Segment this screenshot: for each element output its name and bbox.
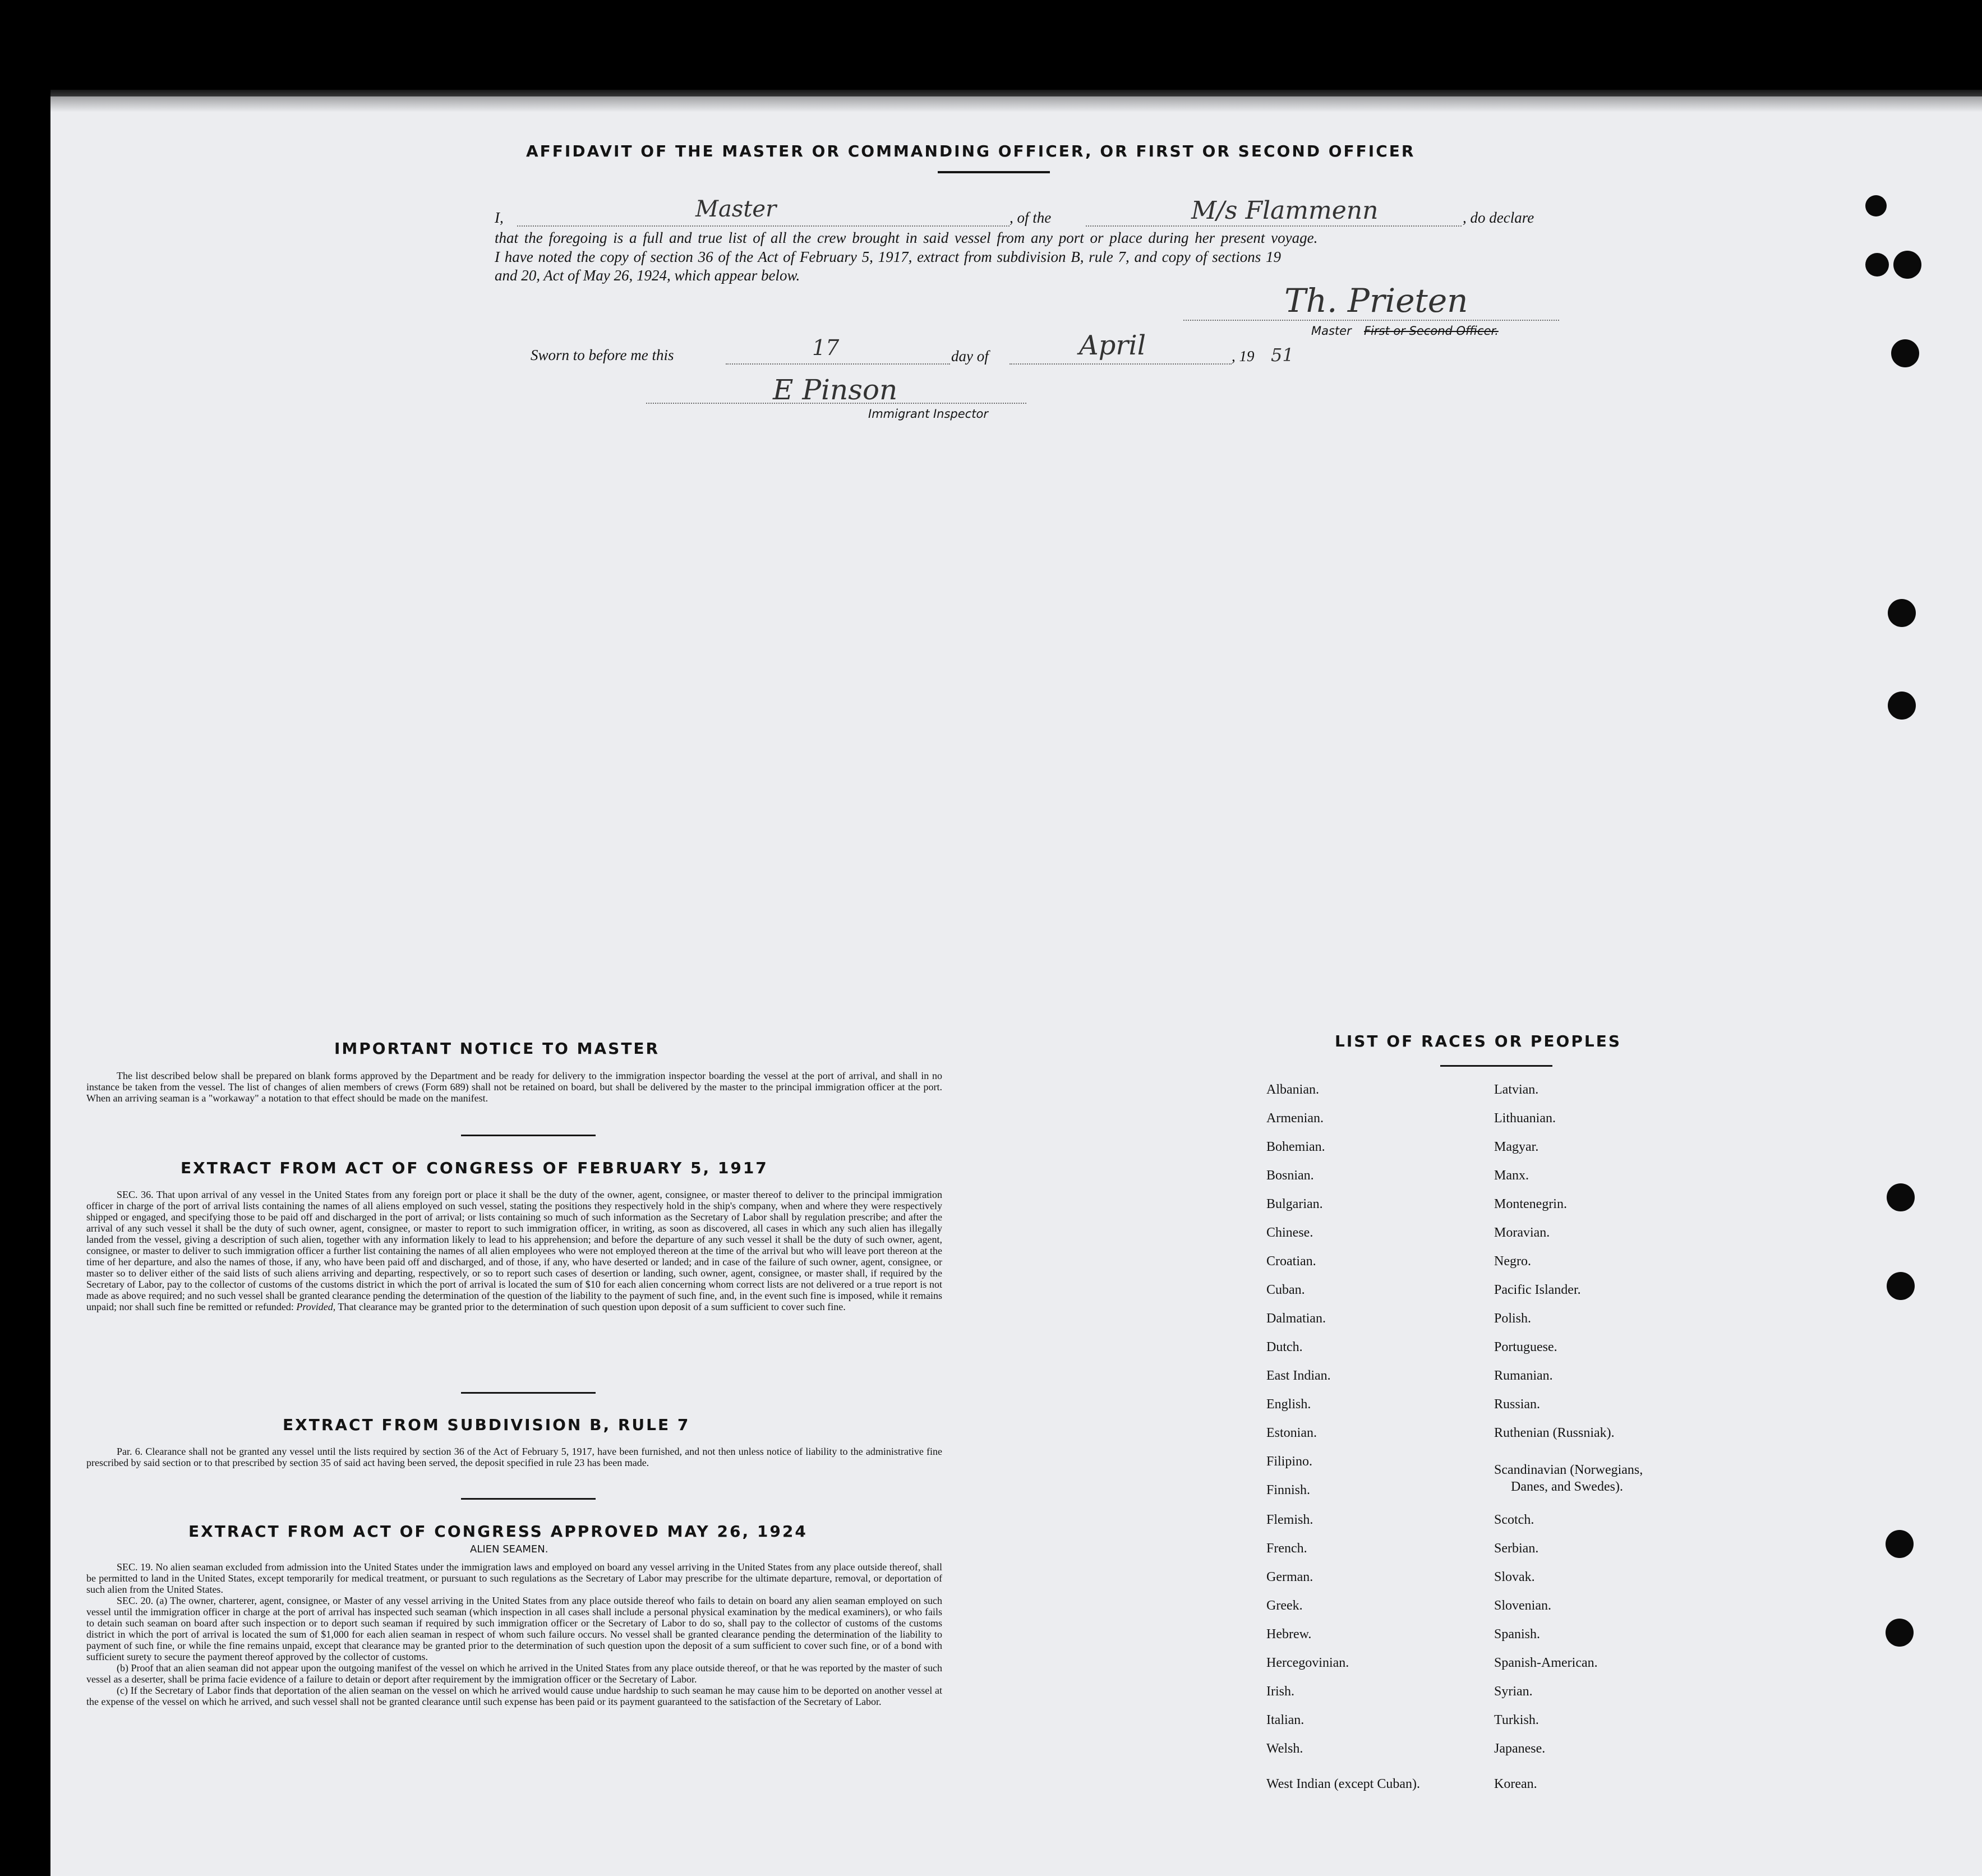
races-title: LIST OF RACES OR PEOPLES <box>1335 1032 1621 1050</box>
notice-text <box>86 1070 942 1104</box>
left-race-item: Hebrew. <box>1266 1627 1312 1642</box>
punch-hole <box>1887 1272 1915 1300</box>
right-race-item: Lithuanian. <box>1494 1111 1556 1126</box>
left-race-item: Bosnian. <box>1266 1168 1314 1183</box>
right-race-item: Moravian. <box>1494 1225 1550 1240</box>
notice-text-body: The list described below shall be prepared on blank forms approved by the Department and be ready for delivery to the immigration inspector boarding the vessel at the port of arrival, and shall in no instance be taken from the vessel. The list of changes of alien members of crews (Form 689) shall not be retained on board, but shall be delivered by the master to the principal immigration officer at the port. When an arriving seaman is a "workaway" a notation to that effect should be made on the manifest. <box>86 1070 942 1104</box>
affidavit-prefix: I, <box>495 209 504 226</box>
master-name-line <box>517 225 1010 227</box>
do-declare-label: , do declare <box>1463 209 1534 226</box>
vessel-name-line <box>1086 225 1462 227</box>
section-rule <box>461 1498 596 1500</box>
left-race-item: Finnish. <box>1266 1483 1311 1497</box>
sec19-paragraph: SEC. 19. No alien seaman excluded from admission into the United States under the immigration laws and employed on board any vessel arriving in the United States from any place outside thereof, shall be permitted to land in the United States, except temporarily for medical treatment, or pursuant to such regulations as the Secretary of Labor may prescribe for the ultimate departure, removal, or deportation of such alien from the United States. <box>86 1561 942 1595</box>
month-line <box>1010 363 1232 365</box>
left-race-item: French. <box>1266 1541 1307 1556</box>
left-race-item: Albanian. <box>1266 1082 1319 1097</box>
section-rule <box>461 1135 596 1136</box>
left-race-item: Flemish. <box>1266 1513 1313 1527</box>
right-race-item: Scandinavian (Norwegians, <box>1494 1463 1643 1477</box>
rule7-body: Par. 6. Clearance shall not be granted any vessel until the lists required by section 36 of the Act of February 5, 1917, have been furnished, and not then unless notice of liability to the administrative fine prescribed by said section or to that prescribed by section 35 of said act having been served, the deposit specified in rule 23 has been made. <box>86 1446 942 1468</box>
right-race-item: Rumanian. <box>1494 1368 1553 1383</box>
right-race-item: Pacific Islander. <box>1494 1283 1581 1297</box>
title-rule <box>938 171 1050 173</box>
extract-1924-text <box>86 1561 942 1707</box>
extract-1917-body: SEC. 36. That upon arrival of any vessel in the United States from any foreign port or place it shall be the duty of the owner, agent, consignee, or master thereof to deliver to the principal immigration officer in charge of the port of arrival lists containing the names of all aliens employed on such vessel, stating the positions they respectively hold in the ship's company, when and where they were respectively shipped or engaged, and specifying those to be paid off and discharged in the port of arrival; or lists containing so much of such information as the Secretary of Labor shall by regulation prescribe; and after the arrival of any such vessel it shall be the duty of such owner, agent, consignee, or master to report to such immigration officer, in writing, as soon as discovered, all cases in which any such alien has illegally landed from the vessel, giving a description of such alien, together with any information likely to lead to his apprehension; and before the departure of any such vessel it shall be the duty of such owner, agent, consignee, or master to deliver to such immigration officer a further list containing the names of all alien employees who were not employed thereon at the time of the arrival but who will leave port thereon at the time of her departure, and also the names of those, if any, who have been paid off and discharged, and of those, if any, who have deserted or landed; and in case of the failure of such owner, agent, consignee, or master so to deliver either of the said lists of such aliens arriving and departing, respectively, or so to report such cases of desertion or landing, such owner, agent, consignee, or master shall, if required by the Secretary of Labor, pay to the collector of customs of the customs district in which the port of arrival is located the sum of $10 for each alien concerning whom correct lists are not delivered or a true report is not made as above required; and no such vessel shall be granted clearance pending the determination of the question of the liability to the payment of such fine, and, in the event such fine is imposed, while it remains unpaid; nor shall such fine be remitted or refunded: <box>86 1189 942 1312</box>
left-race-item: Bulgarian. <box>1266 1197 1323 1211</box>
left-race-item: Croatian. <box>1266 1254 1316 1269</box>
master-signature-handwritten: Th. Prieten <box>1284 282 1468 320</box>
affidavit-title: AFFIDAVIT OF THE MASTER OR COMMANDING OFFICER, OR FIRST OR SECOND OFFICER <box>526 142 1416 160</box>
left-race-item: Bohemian. <box>1266 1140 1325 1154</box>
left-race-item: Italian. <box>1266 1713 1305 1727</box>
left-race-item: German. <box>1266 1570 1313 1584</box>
extract-1917-text <box>86 1189 942 1312</box>
punch-hole <box>1888 599 1916 627</box>
right-race-item: Magyar. <box>1494 1140 1539 1154</box>
rule7-title: EXTRACT FROM SUBDIVISION B, RULE 7 <box>283 1416 690 1434</box>
signature-role-struck: First or Second Officer. <box>1364 324 1499 338</box>
affidavit-body-line: I have noted the copy of section 36 of the Act of February 5, 1917, extract from subdivision B, rule 7, and copy of sections 19 <box>495 248 1281 265</box>
right-race-item: Slovak. <box>1494 1570 1535 1584</box>
punch-hole <box>1888 692 1916 720</box>
day-handwritten: 17 <box>812 335 840 360</box>
month-handwritten: April <box>1079 330 1146 361</box>
right-race-item: Syrian. <box>1494 1684 1533 1699</box>
page-edge-shadow <box>50 90 1982 112</box>
right-race-item: Slovenian. <box>1494 1598 1551 1613</box>
sworn-prefix: Sworn to before me this <box>531 347 674 363</box>
of-the-label: , of the <box>1010 209 1052 226</box>
right-race-item: Danes, and Swedes). <box>1511 1479 1623 1494</box>
left-race-item: Chinese. <box>1266 1225 1313 1240</box>
inspector-signature-handwritten: E Pinson <box>773 374 898 406</box>
left-race-item: Greek. <box>1266 1598 1303 1613</box>
left-race-item: Dalmatian. <box>1266 1311 1326 1326</box>
right-race-item: Negro. <box>1494 1254 1531 1269</box>
punch-hole <box>1887 1183 1915 1211</box>
left-race-item: Filipino. <box>1266 1454 1313 1469</box>
punch-hole <box>1886 1530 1914 1558</box>
right-race-item: Ruthenian (Russniak). <box>1494 1426 1615 1440</box>
day-line <box>726 363 950 365</box>
section-rule <box>461 1392 596 1394</box>
right-race-item: Montenegrin. <box>1494 1197 1567 1211</box>
right-race-item: Russian. <box>1494 1397 1541 1412</box>
punch-hole <box>1891 339 1919 367</box>
races-rule <box>1440 1065 1552 1067</box>
notice-title: IMPORTANT NOTICE TO MASTER <box>334 1039 660 1058</box>
rule7-text <box>86 1446 942 1468</box>
right-race-item: Spanish. <box>1494 1627 1541 1642</box>
right-race-item: Manx. <box>1494 1168 1529 1183</box>
signature-role-master: Master <box>1311 324 1352 338</box>
left-race-item: Cuban. <box>1266 1283 1305 1297</box>
affidavit-body-line: that the foregoing is a full and true list of all the crew brought in said vessel from any port or place during her present voyage. <box>495 229 1318 246</box>
left-race-item: Welsh. <box>1266 1741 1303 1756</box>
vessel-handwritten: M/s Flammenn <box>1191 196 1379 225</box>
right-race-item: Turkish. <box>1494 1713 1539 1727</box>
left-race-item: East Indian. <box>1266 1368 1331 1383</box>
punch-hole <box>1893 251 1921 279</box>
signature-line <box>1183 320 1559 321</box>
right-race-item: Japanese. <box>1494 1741 1546 1756</box>
inspector-label: Immigrant Inspector <box>868 407 988 421</box>
sec20b-paragraph: (b) Proof that an alien seaman did not appear upon the outgoing manifest of the vessel on which he arrived in the United States from any place outside thereof, or that he was reported by the master of such vessel as a deserter, shall be prima facie evidence of a failure to detain or deport after requirement by the immigration officer or the Secretary of Labor. <box>86 1662 942 1685</box>
left-race-item: Dutch. <box>1266 1340 1303 1354</box>
extract-1924-subtitle: ALIEN SEAMEN. <box>470 1543 548 1555</box>
punch-hole <box>1886 1619 1914 1647</box>
left-race-item: English. <box>1266 1397 1311 1412</box>
left-race-item: West Indian (except Cuban). <box>1266 1777 1420 1791</box>
punch-hole <box>1865 195 1887 216</box>
year-handwritten: 51 <box>1271 344 1294 366</box>
extract-1917-end: That clearance may be granted prior to the determination of such question upon deposit of a sum sufficient to cover such fine. <box>338 1301 846 1312</box>
right-race-item: Polish. <box>1494 1311 1532 1326</box>
left-race-item: Irish. <box>1266 1684 1294 1699</box>
punch-hole <box>1865 253 1889 276</box>
day-of-label: day of <box>951 348 989 365</box>
extract-1917-title: EXTRACT FROM ACT OF CONGRESS OF FEBRUARY 5, 1917 <box>181 1159 768 1177</box>
affidavit-body-line: and 20, Act of May 26, 1924, which appear below. <box>495 267 800 284</box>
left-race-item: Hercegovinian. <box>1266 1656 1349 1670</box>
year-prefix: , 19 <box>1232 348 1255 365</box>
right-race-item: Latvian. <box>1494 1082 1539 1097</box>
right-race-item: Scotch. <box>1494 1513 1534 1527</box>
sec20a-paragraph: SEC. 20. (a) The owner, charterer, agent, consignee, or Master of any vessel arriving in the United States from any place outside thereof who fails to detain on board any alien seaman employed on such vessel until the immigration officer in charge at the port of arrival has inspected such seaman (which inspection in all cases shall include a personal physical examination by the medical examiners), or who fails to detain such seaman on board after such inspection or to deport such seaman if required by such immigration officer or the Secretary of Labor to do so, shall pay to the collector of customs of the customs district in which the port of arrival is located the sum of $1,000 for each alien seaman in respect of whom such failure occurs. No vessel shall be granted clearance pending the determination of the liability to payment of such fine, or while the fine remains unpaid, except that clearance may be granted prior to the determination of such question upon the deposit of a sum sufficient to cover such fine, or of a bond with sufficient surety to secure the payment thereof approved by the collector of customs. <box>86 1595 942 1662</box>
extract-1917-italic: Provided, <box>296 1301 336 1312</box>
extract-1924-title: EXTRACT FROM ACT OF CONGRESS APPROVED MAY 26, 1924 <box>188 1522 808 1541</box>
left-race-item: Estonian. <box>1266 1426 1317 1440</box>
right-race-item: Spanish-American. <box>1494 1656 1598 1670</box>
right-race-item: Korean. <box>1494 1777 1537 1791</box>
master-handwritten: Master <box>695 196 777 222</box>
sec20c-paragraph: (c) If the Secretary of Labor finds that deportation of the alien seaman on the vessel on which he arrived would cause undue hardship to such seaman he may cause him to be deported on another vessel at the expense of the vessel on which he arrived, and such vessel shall not be granted clearance until such expense has been paid or its payment guaranteed to the satisfaction of the Secretary of Labor. <box>86 1685 942 1707</box>
left-race-item: Armenian. <box>1266 1111 1324 1126</box>
right-race-item: Serbian. <box>1494 1541 1539 1556</box>
right-race-item: Portuguese. <box>1494 1340 1557 1354</box>
